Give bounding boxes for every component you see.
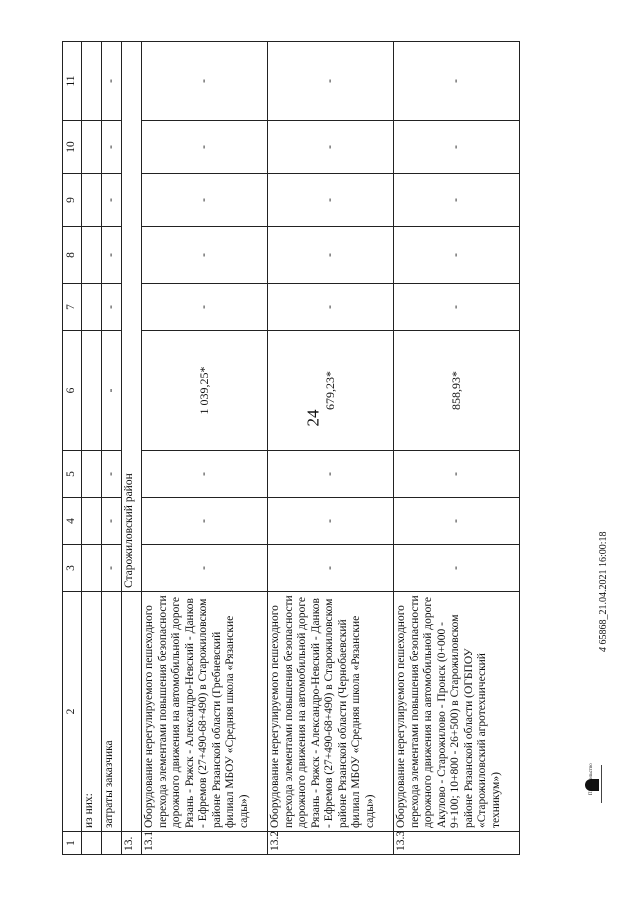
- cell-value: -: [102, 42, 122, 121]
- cell-value: -: [268, 174, 394, 227]
- cell-value: -: [102, 498, 122, 545]
- cell-value: -: [268, 42, 394, 121]
- cell-value: -: [102, 227, 122, 284]
- iz-nikh-label: из них:: [82, 592, 102, 832]
- header-cell: 3: [63, 545, 82, 592]
- row-description: Оборудование нерегулируемого пешеходного перехода элементами повышения безопасности дорожного движения на автомобильной дороге Акулово - Старожилово - Пронск (0+000 - 9+100; 10+800 - 26+500) в Старожиловском районе Рязанской области (ОГБПОУ «Старожиловский агротехнический техникум»): [394, 592, 520, 832]
- row-number: 13.1: [142, 832, 268, 855]
- header-cell: 11: [63, 42, 82, 121]
- table-row: [268, 42, 394, 855]
- header-cell: 1: [63, 832, 82, 855]
- header-cell: 5: [63, 451, 82, 498]
- cell-value: -: [102, 174, 122, 227]
- iz-nikh-row: [82, 42, 102, 855]
- cell-value: -: [268, 227, 394, 284]
- district-name: Старожиловский район: [122, 42, 142, 592]
- district-number: 13.: [122, 832, 142, 855]
- cell-value: -: [394, 284, 520, 331]
- row-description: Оборудование нерегулируемого пешеходного перехода элементами повышения безопасности дорожного движения на автомобильной дороге Рязань - Ряжск - Александро-Невский - Данков - Ефремов (27+490-68+490) в Старожиловском районе Рязанской области (Чернобаевский филиал МБОУ «Средняя школа «Рязанские сады»): [268, 592, 394, 832]
- header-row: [63, 42, 82, 855]
- cell-value: -: [142, 284, 268, 331]
- footer-stamp-text: 65868_21.04.2021 16:00:18: [598, 531, 609, 645]
- row-number: 13.3: [394, 832, 520, 855]
- cell-value: -: [102, 284, 122, 331]
- cell-value: -: [142, 227, 268, 284]
- header-cell: 9: [63, 174, 82, 227]
- cell-value: -: [102, 331, 122, 451]
- cell-value: -: [394, 498, 520, 545]
- cell-value: -: [268, 121, 394, 174]
- rotated-table-container: [62, 42, 580, 855]
- cell-value: -: [268, 451, 394, 498]
- header-cell: 10: [63, 121, 82, 174]
- costs-table: [62, 41, 520, 855]
- header-cell: 7: [63, 284, 82, 331]
- district-row: [122, 42, 142, 855]
- cell-amount: 679,23*: [268, 331, 394, 451]
- header-cell: 8: [63, 227, 82, 284]
- cell-value: -: [142, 545, 268, 592]
- cell-value: -: [394, 451, 520, 498]
- cell-value: -: [394, 42, 520, 121]
- row-description: Оборудование нерегулируемого пешеходного перехода элементами повышения безопасности дорожного движения на автомобильной дороге Рязань - Ряжск - Александро-Невский - Данков - Ефремов (27+490-68+490) в Старожиловском районе Рязанской области (Гребневский филиал МБОУ «Средняя школа «Рязанские сады»): [142, 592, 268, 832]
- header-cell: 2: [63, 592, 82, 832]
- cell-value: -: [394, 227, 520, 284]
- cell-value: -: [142, 174, 268, 227]
- cell-value: -: [394, 121, 520, 174]
- cell-value: -: [142, 42, 268, 121]
- cell-value: -: [268, 545, 394, 592]
- cell-value: -: [268, 284, 394, 331]
- header-cell: 6: [63, 331, 82, 451]
- cell-value: -: [142, 498, 268, 545]
- footer-tag: 4: [598, 647, 609, 652]
- cell-value: -: [268, 498, 394, 545]
- cell-value: -: [102, 451, 122, 498]
- row-number: 13.2: [268, 832, 394, 855]
- cell-value: -: [102, 121, 122, 174]
- cell-value: -: [142, 121, 268, 174]
- seal-stamp-icon: [585, 765, 611, 803]
- zatraty-label: затраты заказчика: [102, 592, 122, 832]
- document-footer: [598, 531, 609, 652]
- table-row: [142, 42, 268, 855]
- cell-amount: 858,93*: [394, 331, 520, 451]
- cell-value: -: [142, 451, 268, 498]
- zatraty-row: [102, 42, 122, 855]
- cell-value: -: [102, 545, 122, 592]
- cell-amount: 1 039,25*: [142, 331, 268, 451]
- header-cell: 4: [63, 498, 82, 545]
- table-row: [394, 42, 520, 855]
- page-number: 24: [303, 409, 323, 427]
- cell-value: -: [394, 174, 520, 227]
- stamp-text: Правительство: [589, 763, 594, 795]
- cell-value: -: [394, 545, 520, 592]
